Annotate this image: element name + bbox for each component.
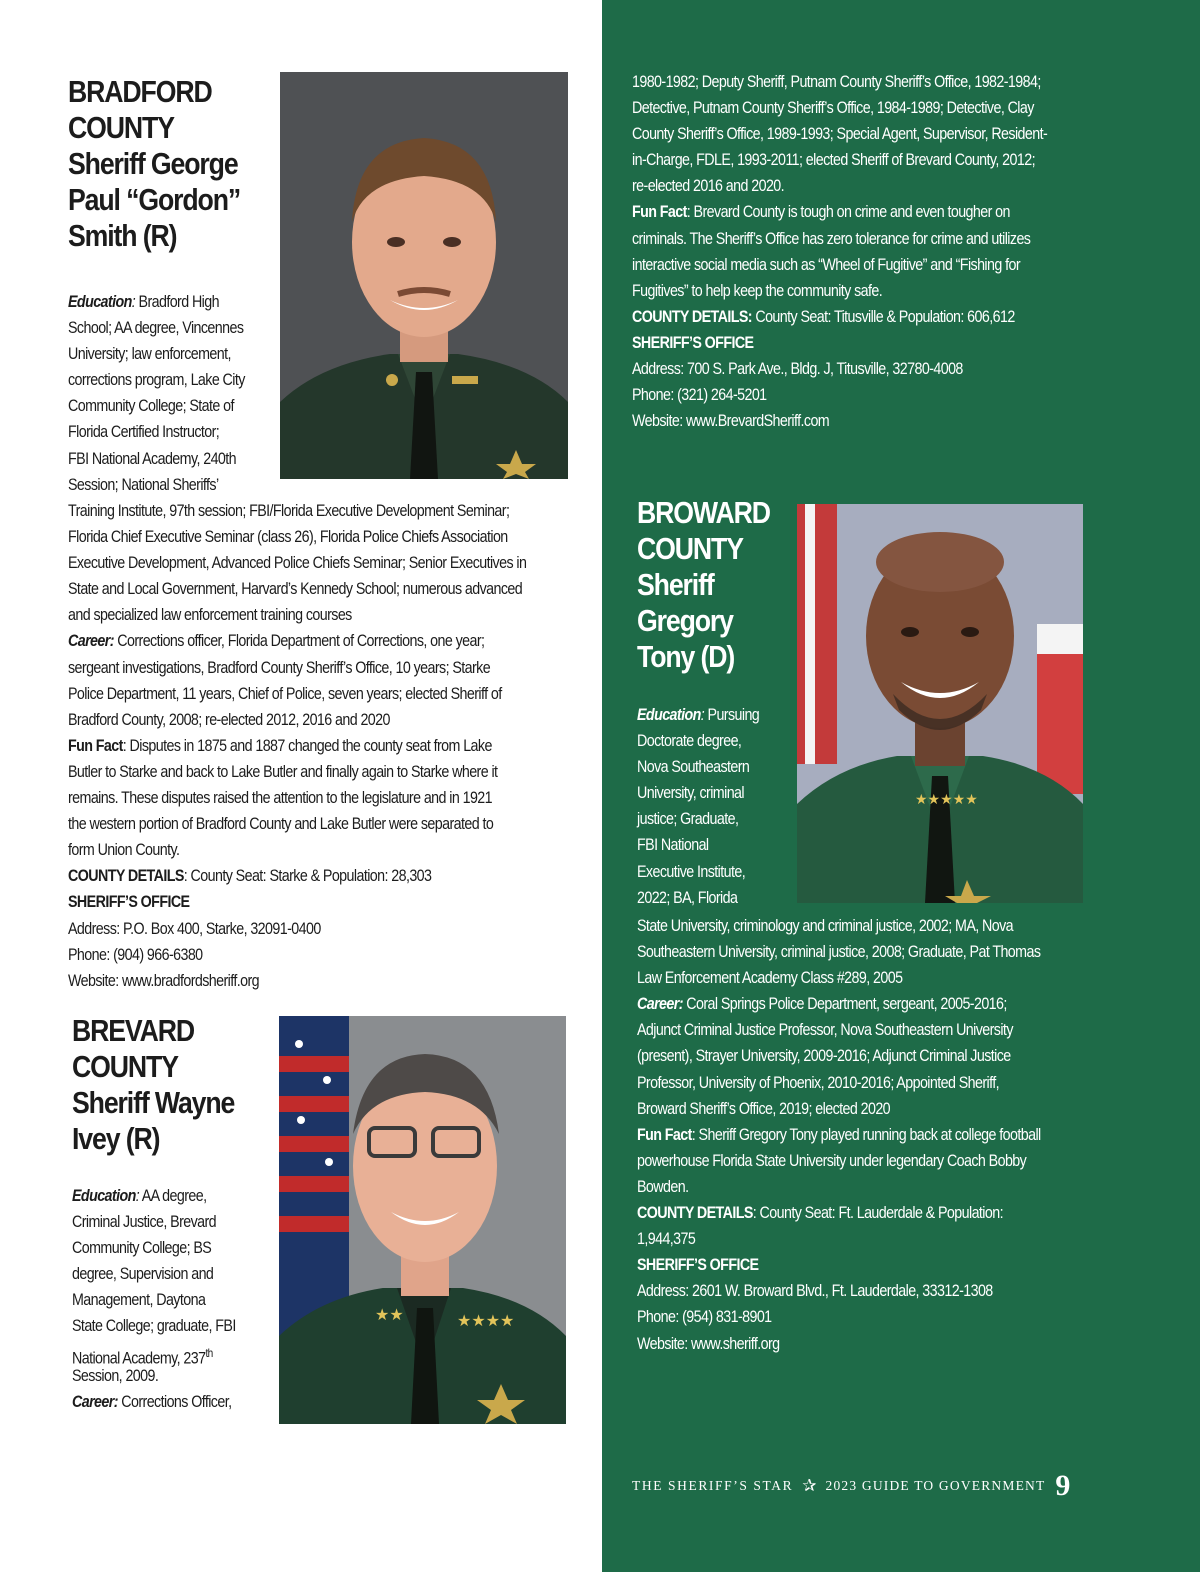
portrait-image <box>797 504 1083 903</box>
guide-title: 2023 GUIDE TO GOVERNMENT <box>825 1478 1046 1493</box>
text-fragment: National Academy, 237 <box>72 1348 206 1368</box>
text-line: justice; Graduate, <box>637 809 739 829</box>
text-fragment: County Seat: Titusville & Population: 606,612 <box>751 306 1015 326</box>
sheriffs-office-label: SHERIFF’S OFFICE <box>632 332 754 352</box>
bradford-education-wrapped <box>68 289 253 498</box>
text-line <box>632 199 1119 225</box>
text-line: Professor, University of Phoenix, 2010-2016; Appointed Sheriff, <box>637 1072 999 1092</box>
text-line: Training Institute, 97th session; FBI/Florida Executive Development Seminar; <box>68 501 510 520</box>
svg-text:★★: ★★ <box>375 1307 404 1324</box>
bradford-sheriff-photo <box>280 72 568 479</box>
text-line <box>637 1200 1124 1226</box>
county-details-label: COUNTY DETAILS <box>637 1203 753 1223</box>
text-line: Community College; BS <box>72 1238 212 1258</box>
text-line: powerhouse Florida State University under legendary Coach Bobby <box>637 1150 1027 1170</box>
text-line: 2022; BA, Florida <box>637 887 738 907</box>
text-line: Detective, Putnam County Sheriff’s Office, 1984-1989; Detective, Clay <box>632 98 1034 118</box>
text-line: State and Local Government, Harvard’s Kennedy School; numerous advanced <box>68 579 523 599</box>
heading-line: Sheriff Wayne <box>72 1085 235 1120</box>
broward-heading <box>637 495 770 675</box>
sheriffs-office-label: SHERIFF’S OFFICE <box>68 892 190 912</box>
text-line: degree, Supervision and <box>72 1264 214 1284</box>
text-fragment: Pursuing <box>707 705 760 724</box>
office-website: Website: www.sheriff.org <box>637 1333 780 1353</box>
text-fragment: : County Seat: Starke & Population: 28,303 <box>183 866 432 886</box>
text-line: and specialized law enforcement training courses <box>68 605 352 625</box>
text-fragment: : County Seat: Ft. Lauderdale & Population: <box>752 1203 1003 1223</box>
fun-fact-label: Fun Fact <box>637 1124 692 1144</box>
text-line <box>68 628 572 654</box>
svg-text:★★★★: ★★★★ <box>457 1313 515 1330</box>
text-line <box>637 1122 1124 1148</box>
office-website: Website: www.bradfordsheriff.org <box>68 970 259 990</box>
text-line: University, criminal <box>637 783 744 803</box>
heading-line: BREVARD <box>72 1013 195 1048</box>
text-line: Executive Institute, <box>637 861 746 881</box>
career-label: Career: <box>68 631 114 651</box>
heading-line: COUNTY <box>72 1049 178 1084</box>
text-line: 1980-1982; Deputy Sheriff, Putnam County Sheriff’s Office, 1982-1984; <box>632 72 1041 91</box>
heading-line: BROWARD <box>637 495 770 530</box>
text-line: Criminal Justice, Brevard <box>72 1212 217 1232</box>
broward-details <box>637 913 1124 1357</box>
text-line: Executive Development, Advanced Police Chiefs Seminar; Senior Executives in <box>68 553 527 573</box>
office-address: Address: 700 S. Park Ave., Bldg. J, Titusville, 32780-4008 <box>632 359 963 379</box>
text-line: Police Department, 11 years, Chief of Police, seven years; elected Sheriff of <box>68 683 502 703</box>
office-address: Address: 2601 W. Broward Blvd., Ft. Lauderdale, 33312-1308 <box>637 1281 993 1301</box>
county-details-label: COUNTY DETAILS <box>68 866 184 886</box>
star-icon: ✰ <box>802 1476 817 1495</box>
text-line: Doctorate degree, <box>637 731 742 751</box>
heading-line: Tony (D) <box>637 639 735 674</box>
portrait-image <box>280 72 568 479</box>
brevard-sheriff-photo <box>279 1016 566 1424</box>
text-fragment: Coral Springs Police Department, sergeant, 2005-2016; <box>686 994 1007 1014</box>
text-line: in-Charge, FDLE, 1993-2011; elected Sheriff of Brevard County, 2012; <box>632 150 1035 170</box>
office-phone: Phone: (904) 966-6380 <box>68 944 203 964</box>
heading-line: COUNTY <box>637 531 743 566</box>
text-fragment: Bradford High <box>138 292 219 311</box>
text-line: corrections program, Lake City <box>68 370 245 390</box>
text-fragment: : Sheriff Gregory Tony played running back at college football <box>691 1124 1041 1144</box>
text-line: Fugitives” to help keep the community safe. <box>632 280 883 300</box>
heading-line: COUNTY <box>68 110 174 145</box>
label-colon: : <box>700 705 705 724</box>
text-line: Bradford County, 2008; re-elected 2012, 2016 and 2020 <box>68 709 390 729</box>
label-colon: : <box>131 292 136 311</box>
text-line: the western portion of Bradford County and Lake Butler were separated to <box>68 814 494 834</box>
sheriffs-office-label: SHERIFF’S OFFICE <box>637 1255 759 1275</box>
page-number: 9 <box>1055 1469 1071 1502</box>
text-fragment: Corrections Officer, <box>121 1392 232 1412</box>
superscript: th <box>205 1345 213 1360</box>
broward-sheriff-photo <box>797 504 1083 903</box>
education-label: Education <box>68 292 132 311</box>
brevard-heading <box>72 1013 234 1157</box>
education-label: Education <box>72 1186 136 1205</box>
text-line: Law Enforcement Academy Class #289, 2005 <box>637 968 903 988</box>
office-phone: Phone: (954) 831-8901 <box>637 1307 772 1327</box>
text-line: State University, criminology and criminal justice, 2002; MA, Nova <box>637 916 1014 935</box>
text-line: University; law enforcement, <box>68 344 231 364</box>
text-line: Nova Southeastern <box>637 757 750 777</box>
bradford-heading <box>68 74 240 254</box>
office-phone: Phone: (321) 264-5201 <box>632 385 767 405</box>
text-line: Bowden. <box>637 1176 689 1196</box>
text-line: remains. These disputes raised the attention to the legislature and in 1921 <box>68 788 493 808</box>
fun-fact-label: Fun Fact <box>632 202 687 222</box>
text-line: re-elected 2016 and 2020. <box>632 176 785 196</box>
text-line: Adjunct Criminal Justice Professor, Nova Southeastern University <box>637 1020 1013 1040</box>
text-line <box>632 304 1119 330</box>
text-line <box>68 733 572 759</box>
text-line: 1,944,375 <box>637 1229 696 1249</box>
heading-line: Ivey (R) <box>72 1121 160 1156</box>
office-address: Address: P.O. Box 400, Starke, 32091-0400 <box>68 918 321 938</box>
text-line: Butler to Starke and back to Lake Butler and finally again to Starke where it <box>68 761 498 781</box>
text-line: Session, 2009. <box>72 1366 159 1386</box>
heading-line: BRADFORD <box>68 74 212 109</box>
text-line <box>68 863 572 889</box>
text-line <box>72 1183 257 1209</box>
heading-line: Paul “Gordon” <box>68 182 241 217</box>
text-fragment: AA degree, <box>141 1186 207 1205</box>
career-label: Career: <box>72 1392 118 1412</box>
text-line: Southeastern University, criminal justice, 2008; Graduate, Pat Thomas <box>637 942 1041 962</box>
text-fragment: : Brevard County is tough on crime and even tougher on <box>686 202 1010 222</box>
publication-name: THE SHERIFF’S STAR <box>632 1478 794 1493</box>
text-line: School; AA degree, Vincennes <box>68 318 244 338</box>
heading-line: Smith (R) <box>68 218 177 253</box>
text-line: Session; National Sheriffs’ <box>68 474 219 494</box>
county-details-label: COUNTY DETAILS: <box>632 306 752 326</box>
office-website: Website: www.BrevardSheriff.com <box>632 411 830 431</box>
text-line <box>637 991 1124 1017</box>
text-fragment: : Disputes in 1875 and 1887 changed the county seat from Lake <box>122 735 492 755</box>
text-line: interactive social media such as “Wheel of Fugitive” and “Fishing for <box>632 254 1021 274</box>
heading-line: Gregory <box>637 603 733 638</box>
text-line: County Sheriff’s Office, 1989-1993; Special Agent, Supervisor, Resident- <box>632 124 1048 144</box>
text-line: Management, Daytona <box>72 1290 206 1310</box>
text-line: Community College; State of <box>68 396 234 416</box>
text-line <box>68 289 253 315</box>
broward-education-wrapped <box>637 702 822 911</box>
heading-line: Sheriff George <box>68 146 238 181</box>
text-line: FBI National Academy, 240th <box>68 448 237 468</box>
label-colon: : <box>135 1186 140 1205</box>
education-label: Education <box>637 705 701 724</box>
bradford-details <box>68 498 572 994</box>
text-line: Florida Chief Executive Seminar (class 26), Florida Police Chiefs Association <box>68 527 508 547</box>
brevard-continued <box>632 69 1119 434</box>
text-fragment: Corrections officer, Florida Department of Corrections, one year; <box>117 631 485 651</box>
heading-line: Sheriff <box>637 567 714 602</box>
brevard-education <box>72 1183 257 1416</box>
text-line: FBI National <box>637 835 709 855</box>
svg-text:★★★★★: ★★★★★ <box>915 791 978 807</box>
text-line <box>72 1389 257 1415</box>
portrait-image <box>279 1016 566 1424</box>
text-line: State College; graduate, FBI <box>72 1316 236 1336</box>
text-line: (present), Strayer University, 2009-2016; Adjunct Criminal Justice <box>637 1046 1011 1066</box>
text-line: Broward Sheriff’s Office, 2019; elected 2020 <box>637 1098 891 1118</box>
text-line <box>637 702 822 728</box>
text-line: sergeant investigations, Bradford County Sheriff’s Office, 10 years; Starke <box>68 657 491 677</box>
page-footer <box>632 1466 1128 1506</box>
fun-fact-label: Fun Fact <box>68 735 123 755</box>
text-line: Florida Certified Instructor; <box>68 422 220 442</box>
text-line: form Union County. <box>68 840 180 860</box>
text-line: criminals. The Sheriff’s Office has zero tolerance for crime and utilizes <box>632 228 1031 248</box>
career-label: Career: <box>637 994 683 1014</box>
